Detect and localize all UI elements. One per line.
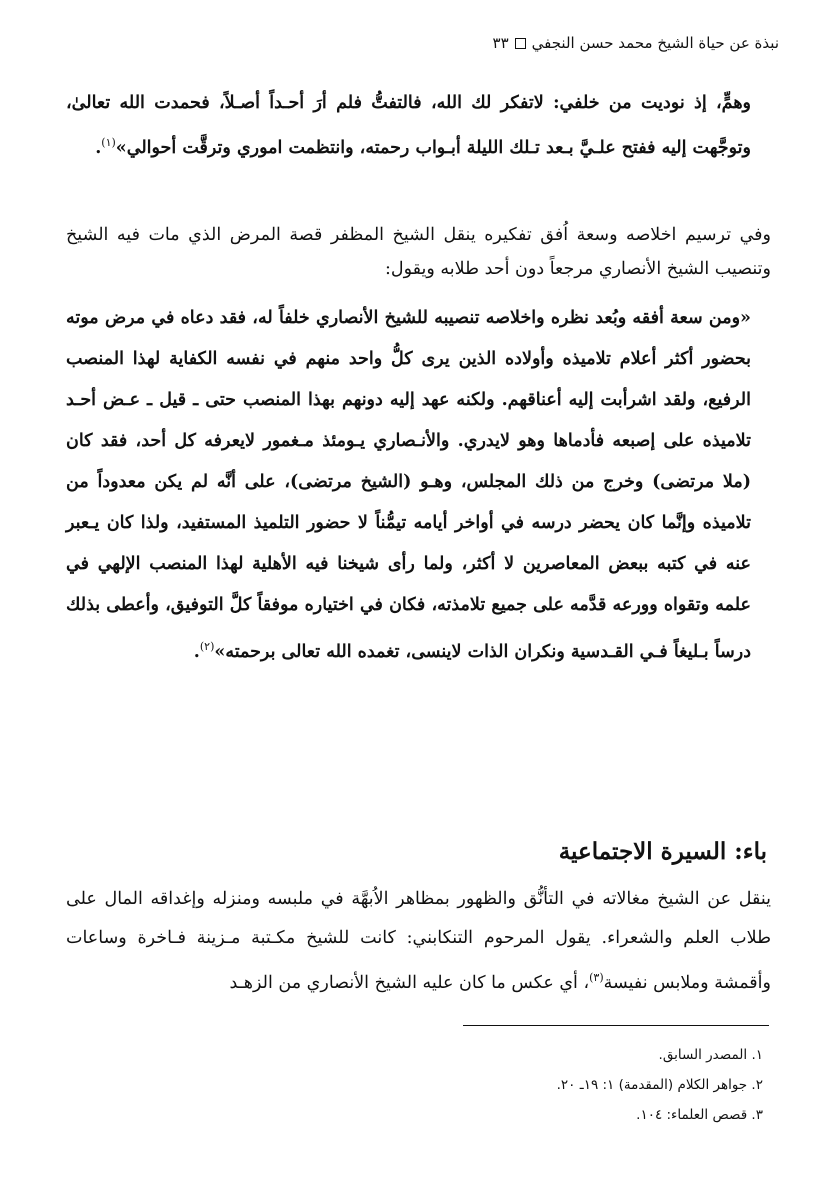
intro-block [66, 218, 771, 286]
footnote-item: ٣. قصص العلماء: ١٠٤. [636, 1107, 763, 1123]
header-title: نبذة عن حياة الشيخ محمد حسن النجفي [531, 34, 779, 52]
footnote-ref-1: (١) [101, 136, 116, 149]
quote-continuation-text: وهمٍّ، إذ نوديت من خلفي: لاتفكر لك الله، فالتفتُّ فلم أرَ أحـداً أصـلاً، فحمدت الله تعالىٰ، وتوجَّهت إليه ففتح علـيَّ بـعد تـلك الليلة أبـواب رحمته، وانتظمت اموري وترقَّت أحوالي» [66, 93, 751, 158]
intro-paragraph: وفي ترسيم اخلاصه وسعة اُفق تفكيره ينقل الشيخ المظفر قصة المرض الذي مات فيه الشيخ وتنصيب الشيخ الأنصاري مرجعاً دون أحد طلابه ويقول: [66, 225, 771, 279]
footnotes-list [557, 1040, 763, 1130]
section-body-text: ينقل عن الشيخ مغالاته في التأنُّق والظهور بمظاهر الاُبهَّة في ملبسه ومنزله وإغداقه المال على طلاب العلم والشعراء. يقول المرحوم التنكابني: كانت للشيخ مكـتبة مـزينة فـاخرة وساعات وأقمشة وملابس نفيسة [66, 889, 771, 993]
quote-continuation-paragraph [66, 84, 771, 168]
header-box-ornament [515, 38, 526, 49]
block-quote [66, 298, 771, 673]
block-quote-paragraph [66, 298, 771, 673]
section-body-end: ، أي عكس ما كان عليه الشيخ الأنصاري من الزهـد [229, 972, 590, 993]
footnote-item: ٢. جواهر الكلام (المقدمة) ١: ١٩ـ ٢٠. [556, 1077, 763, 1093]
section-body-block [66, 880, 771, 1003]
footnote-divider [463, 1025, 769, 1026]
footnote-ref-2: (٢) [199, 640, 215, 653]
running-header [60, 28, 779, 58]
page-number: ٣٣ [492, 34, 509, 52]
block-quote-end: . [193, 641, 200, 662]
footnote-ref-3: (٣) [589, 971, 604, 984]
quote-continuation-end: . [95, 137, 102, 158]
section-body-paragraph [66, 880, 771, 1003]
footnote-item: ١. المصدر السابق. [658, 1047, 763, 1063]
quote-continuation-block [66, 84, 771, 168]
section-heading: باء: السيرة الاجتماعية [558, 838, 767, 865]
block-quote-text: «ومن سعة أفقه وبُعد نظره واخلاصه تنصيبه للشيخ الأنصاري خلفاً له، فقد دعاه في مرض موته بحضور أكثر أعلام تلاميذه وأولاده الذين يرى كلُّ واحد منهم في نفسه الكفاية لهذا المنصب الرفيع، ولقد اشرأبت إليه أعناقهم. ولكنه عهد إليه دونهم بهذا المنصب حتى ـ قيل ـ عـض أحـد تلاميذه على إصبعه فأدماها وهو لايدري. والأنـصاري يـومئذ مـغمور لايعرفه كل أحد، فقد كان (ملا مرتضى) وخرج من ذلك المجلس، وهـو (الشيخ مرتضى)، على أنَّه لم يكن معدوداً من تلاميذه وإنَّما كان يحضر درسه في أواخر أيامه تيمُّناً لا حضور التلميذ المستفيد، ولذا كان يـعبر عنه في كتبه ببعض المعاصرين لا أكثر، ولما رأى شيخنا فيه الأهلية لهذا المنصب الإلهي في علمه وتقواه وورعه قدَّمه على جميع تلامذته، فكان في اختياره موفقاً كلَّ التوفيق، وأعطى بذلك درساً بـليغاً فـي القـدسية ونكران الذات لاينسى، تغمده الله تعالى برحمته» [66, 308, 751, 662]
